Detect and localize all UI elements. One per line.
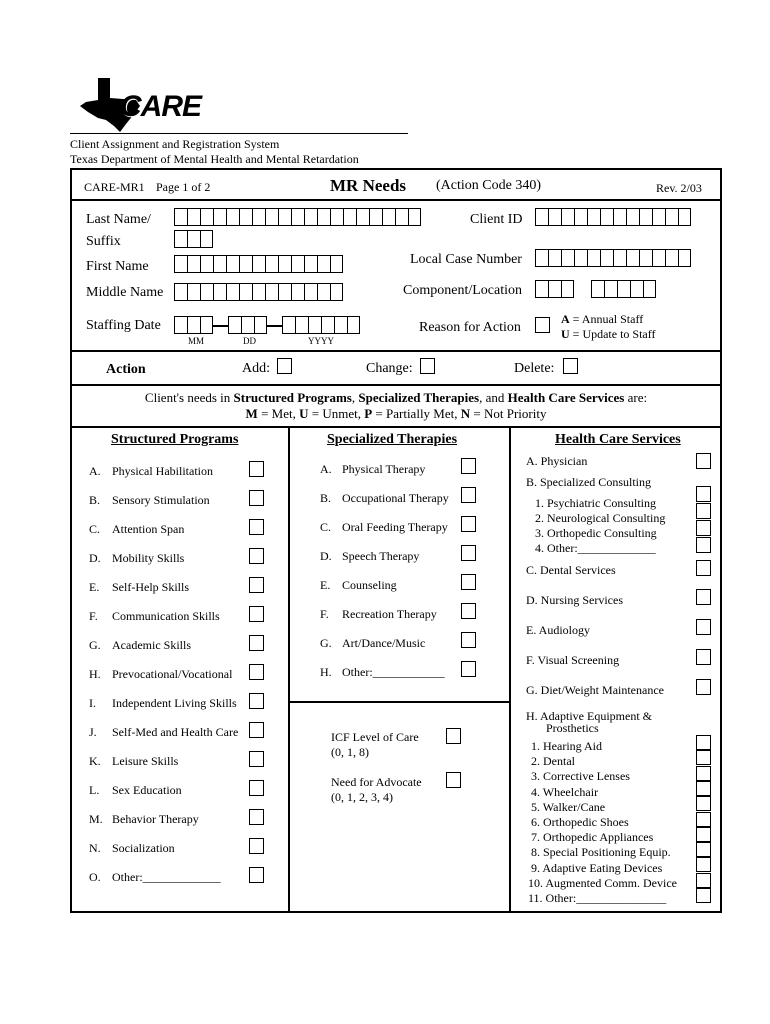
consult-item-checkbox[interactable] <box>696 486 711 502</box>
last-name-input[interactable] <box>174 208 421 226</box>
adaptive-item-checkbox[interactable] <box>696 750 711 765</box>
add-label: Add: <box>242 361 270 376</box>
structured-item-letter: A. <box>89 464 101 478</box>
structured-item-checkbox[interactable] <box>249 519 264 535</box>
structured-item-letter: N. <box>89 841 101 855</box>
nursing-checkbox[interactable] <box>696 589 711 605</box>
structured-item-label: Prevocational/Vocational <box>112 667 233 681</box>
reason-checkbox[interactable] <box>535 317 550 333</box>
structured-item-checkbox[interactable] <box>249 867 264 883</box>
structured-item-letter: E. <box>89 580 100 594</box>
adaptive-label-2: Prosthetics <box>546 721 599 735</box>
structured-item-checkbox[interactable] <box>249 780 264 796</box>
action-code: (Action Code 340) <box>436 178 541 193</box>
adaptive-item-checkbox[interactable] <box>696 796 711 811</box>
specialized-item-checkbox[interactable] <box>461 487 476 503</box>
specialized-item-letter: D. <box>320 549 332 563</box>
specialized-item-checkbox[interactable] <box>461 545 476 561</box>
suffix-label: Suffix <box>86 234 121 249</box>
structured-item-label: Self-Med and Health Care <box>112 725 239 739</box>
adaptive-item-label: 6. Orthopedic Shoes <box>531 815 629 829</box>
adaptive-item-checkbox[interactable] <box>696 735 711 750</box>
specialized-item-letter: B. <box>320 491 332 505</box>
column-divider-1 <box>288 426 290 913</box>
adaptive-item-checkbox[interactable] <box>696 888 711 903</box>
date-dash-1 <box>213 325 228 327</box>
consult-item-label: 4. Other:_____________ <box>535 541 656 555</box>
structured-item-checkbox[interactable] <box>249 548 264 564</box>
form-title: MR Needs <box>330 176 407 195</box>
adaptive-item-checkbox[interactable] <box>696 812 711 827</box>
delete-label: Delete: <box>514 361 555 376</box>
logo-underline <box>70 133 408 134</box>
structured-item-letter: F. <box>89 609 98 623</box>
structured-item-letter: G. <box>89 638 101 652</box>
specialized-item-checkbox[interactable] <box>461 458 476 474</box>
visual-label: F. Visual Screening <box>526 653 620 667</box>
specialized-item-label: Speech Therapy <box>342 549 420 563</box>
adaptive-item-label: 10. Augmented Comm. Device <box>528 875 677 890</box>
adaptive-item-label: 9. Adaptive Eating Devices <box>531 860 663 875</box>
yyyy-caption: YYYY <box>308 336 334 346</box>
adaptive-item-checkbox[interactable] <box>696 781 711 796</box>
nursing-label: D. Nursing Services <box>526 593 623 607</box>
audiology-checkbox[interactable] <box>696 619 711 635</box>
action-divider <box>70 384 722 386</box>
visual-checkbox[interactable] <box>696 649 711 665</box>
suffix-input[interactable] <box>174 230 213 248</box>
structured-item-checkbox[interactable] <box>249 751 264 767</box>
structured-item-label: Socialization <box>112 841 175 855</box>
audiology-label: E. Audiology <box>526 623 591 637</box>
dental-services-label: C. Dental Services <box>526 563 616 577</box>
structured-item-checkbox[interactable] <box>249 693 264 709</box>
structured-item-checkbox[interactable] <box>249 461 264 477</box>
staffing-yyyy-input[interactable] <box>282 316 360 334</box>
structured-item-letter: I. <box>89 696 96 710</box>
structured-item-letter: D. <box>89 551 101 565</box>
structured-item-label: Mobility Skills <box>112 551 185 565</box>
structured-item-label: Physical Habilitation <box>112 464 213 478</box>
structured-item-letter: M. <box>89 812 103 826</box>
instructions-divider <box>70 426 722 428</box>
consult-item-label: 1. Psychiatric Consulting <box>535 496 656 510</box>
specialized-item-label: Physical Therapy <box>342 462 426 476</box>
consult-item-label: 3. Orthopedic Consulting <box>535 526 657 540</box>
local-case-label: Local Case Number <box>410 252 522 267</box>
adaptive-item-label: 4. Wheelchair <box>531 784 599 799</box>
adaptive-item-checkbox[interactable] <box>696 842 711 857</box>
advocate-checkbox[interactable] <box>446 772 461 788</box>
physician-label: A. Physician <box>526 454 588 468</box>
dd-caption: DD <box>243 336 256 346</box>
structured-item-label: Attention Span <box>112 522 185 536</box>
structured-item-checkbox[interactable] <box>249 664 264 680</box>
diet-checkbox[interactable] <box>696 679 711 695</box>
delete-checkbox[interactable] <box>563 358 578 374</box>
specialized-item-label: Occupational Therapy <box>342 491 449 505</box>
reason-annual: A = Annual Staff <box>561 312 644 326</box>
structured-item-letter: K. <box>89 754 101 768</box>
specialized-item-checkbox[interactable] <box>461 632 476 648</box>
specialized-item-letter: G. <box>320 636 332 650</box>
first-name-input[interactable] <box>174 255 343 273</box>
logo-text: CARE <box>120 90 202 123</box>
adaptive-item-checkbox[interactable] <box>696 827 711 842</box>
structured-item-label: Sensory Stimulation <box>112 493 210 507</box>
first-name-label: First Name <box>86 259 149 274</box>
structured-item-checkbox[interactable] <box>249 577 264 593</box>
reason-update: U = Update to Staff <box>561 327 656 341</box>
specialized-item-label: Oral Feeding Therapy <box>342 520 448 534</box>
structured-item-checkbox[interactable] <box>249 838 264 854</box>
form-rev: Rev. 2/03 <box>656 181 702 195</box>
adaptive-item-label: 3. Corrective Lenses <box>531 769 630 784</box>
structured-item-checkbox[interactable] <box>249 809 264 825</box>
last-name-label: Last Name/ <box>86 212 151 227</box>
specialized-item-checkbox[interactable] <box>461 603 476 619</box>
instructions-line2: M = Met, U = Unmet, P = Partially Met, N = Not Priority <box>245 406 547 421</box>
icf-checkbox[interactable] <box>446 728 461 744</box>
adaptive-item-label: 2. Dental <box>531 754 575 769</box>
header-line1: Client Assignment and Registration System <box>70 137 280 151</box>
structured-item-label: Independent Living Skills <box>112 696 237 710</box>
specialized-item-label: Art/Dance/Music <box>342 636 426 650</box>
specialized-item-label: Recreation Therapy <box>342 607 437 621</box>
staffing-mm-input[interactable] <box>174 316 213 334</box>
structured-item-letter: L. <box>89 783 100 797</box>
action-label: Action <box>106 362 146 377</box>
adaptive-item-checkbox[interactable] <box>696 857 711 872</box>
staffing-date-label: Staffing Date <box>86 318 161 333</box>
consult-item-checkbox[interactable] <box>696 520 711 536</box>
advocate-label: Need for Advocate (0, 1, 2, 3, 4) <box>331 775 422 804</box>
structured-item-label: Behavior Therapy <box>112 812 199 826</box>
structured-item-label: Other:_____________ <box>112 870 221 884</box>
column-divider-2 <box>509 426 511 913</box>
physician-checkbox[interactable] <box>696 453 711 469</box>
specialized-item-label: Counseling <box>342 578 397 592</box>
specialized-title: Specialized Therapies <box>327 432 458 447</box>
structured-item-label: Communication Skills <box>112 609 220 623</box>
structured-item-checkbox[interactable] <box>249 606 264 622</box>
consult-item-checkbox[interactable] <box>696 537 711 553</box>
specialized-item-letter: E. <box>320 578 331 592</box>
local-case-input[interactable] <box>535 249 691 267</box>
structured-item-letter: C. <box>89 522 101 536</box>
adaptive-item-checkbox[interactable] <box>696 766 711 781</box>
health-title: Health Care Services <box>555 432 681 447</box>
specialized-item-letter: C. <box>320 520 332 534</box>
specialized-item-checkbox[interactable] <box>461 516 476 532</box>
structured-item-checkbox[interactable] <box>249 490 264 506</box>
specialized-item-checkbox[interactable] <box>461 574 476 590</box>
structured-item-letter: J. <box>89 725 97 739</box>
adaptive-item-label: 5. Walker/Cane <box>531 799 606 814</box>
adaptive-item-label: 7. Orthopedic Appliances <box>531 830 654 845</box>
middle-name-input[interactable] <box>174 283 343 301</box>
change-checkbox[interactable] <box>420 358 435 374</box>
dental-services-checkbox[interactable] <box>696 560 711 576</box>
client-id-input[interactable] <box>535 208 691 226</box>
structured-item-letter: O. <box>89 870 101 884</box>
reason-label: Reason for Action <box>419 320 521 335</box>
form-page: Page 1 of 2 <box>156 180 211 194</box>
adaptive-item-label: 8. Special Positioning Equip. <box>531 845 671 860</box>
structured-item-letter: H. <box>89 667 101 681</box>
add-checkbox[interactable] <box>277 358 292 374</box>
specialized-item-letter: F. <box>320 607 329 621</box>
structured-item-checkbox[interactable] <box>249 722 264 738</box>
adaptive-item-label: 1. Hearing Aid <box>531 739 602 753</box>
client-id-label: Client ID <box>470 212 523 227</box>
component-label: Component/Location <box>403 283 522 298</box>
structured-item-label: Sex Education <box>112 783 182 797</box>
icf-label: ICF Level of Care (0, 1, 8) <box>331 730 419 759</box>
structured-item-label: Self-Help Skills <box>112 580 189 594</box>
adaptive-item-checkbox[interactable] <box>696 873 711 888</box>
specialized-item-letter: A. <box>320 462 332 476</box>
structured-item-label: Academic Skills <box>112 638 191 652</box>
specialized-item-label: Other:____________ <box>342 665 445 679</box>
structured-item-checkbox[interactable] <box>249 635 264 651</box>
structured-item-label: Leisure Skills <box>112 754 179 768</box>
header-line2: Texas Department of Mental Health and Mental Retardation <box>70 152 359 166</box>
structured-item-letter: B. <box>89 493 101 507</box>
mm-caption: MM <box>188 336 205 346</box>
diet-label: G. Diet/Weight Maintenance <box>526 683 664 697</box>
structured-title: Structured Programs <box>111 432 239 447</box>
fields-divider <box>70 350 722 352</box>
consult-item-checkbox[interactable] <box>696 503 711 519</box>
adaptive-item-label: 11. Other:_______________ <box>528 891 667 905</box>
specialized-item-letter: H. <box>320 665 332 679</box>
title-divider <box>70 199 722 201</box>
adaptive-label: H. Adaptive Equipment & <box>526 709 652 723</box>
specialized-item-checkbox[interactable] <box>461 661 476 677</box>
middle-name-label: Middle Name <box>86 285 164 300</box>
component-input-2[interactable] <box>591 280 656 298</box>
staffing-dd-input[interactable] <box>228 316 267 334</box>
date-dash-2 <box>267 325 282 327</box>
consult-item-label: 2. Neurological Consulting <box>535 511 666 525</box>
component-input-1[interactable] <box>535 280 574 298</box>
consulting-label: B. Specialized Consulting <box>526 475 651 489</box>
change-label: Change: <box>366 361 413 376</box>
form-code: CARE-MR1 <box>84 180 145 194</box>
specialized-divider <box>288 701 510 703</box>
instructions-line1: Client's needs in Structured Programs, Specialized Therapies, and Health Care Services are: <box>144 390 648 405</box>
care-logo <box>76 76 216 136</box>
